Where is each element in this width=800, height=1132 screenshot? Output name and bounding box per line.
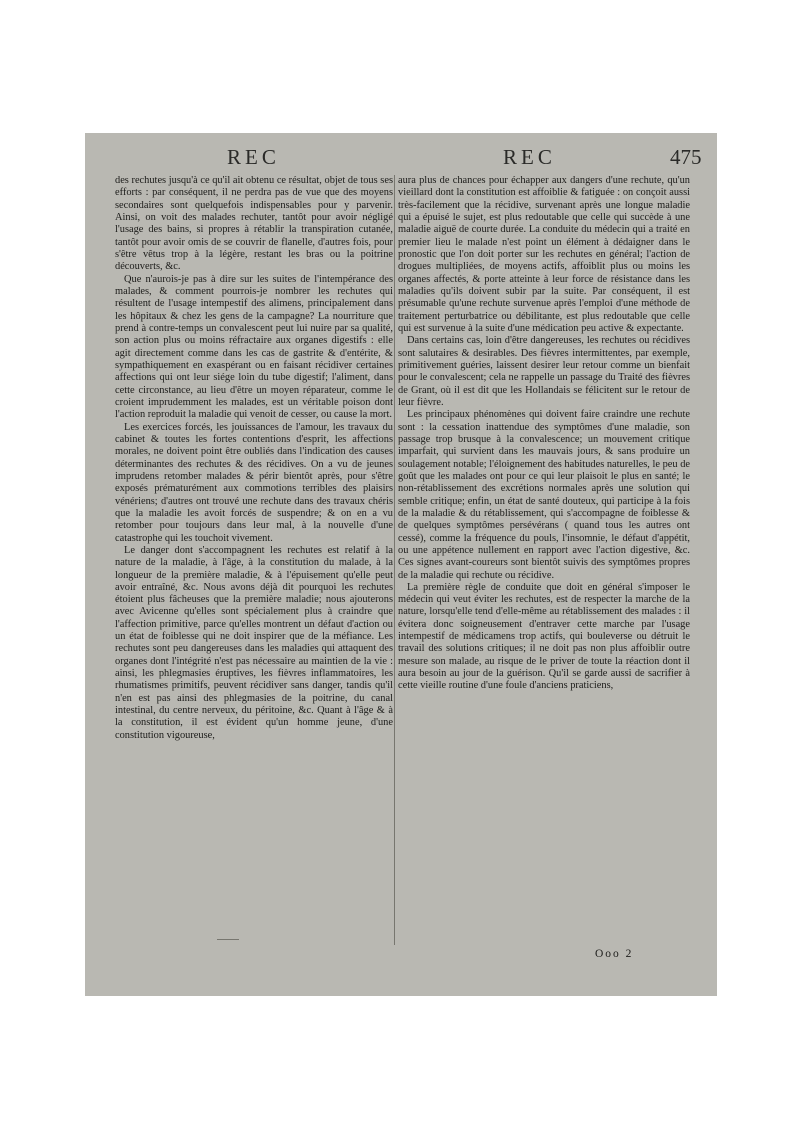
paragraph: Le danger dont s'accompagnent les rechutes est relatif à la nature de la maladie, à l'âge, à la constitution du malade, à la longueur de la première maladie, & à l'épuisement qu'elle peut avoir entraîné, &c. Nous avons déjà dit pourquoi les rechutes étoient plus fâcheuses que la première maladie; nous ajouterons avec Avicenne qu'elles sont spécialement plus à craindre que l'affection primitive, parce qu'elles montrent un défaut d'action ou un état de foiblesse qui ne doit inspirer que de la méfiance. Les rechutes sont peu dangereuses dans les maladies qui attaquent des organes dont l'intégrité n'est pas nécessaire au maintien de la vie : ainsi, les phlegmasies éruptives, les fièvres inflammatoires, les rhumatismes primitifs, peuvent récidiver sans danger, tandis qu'il n'en est pas ainsi des phlegmasies de la poitrine, du canal intestinal, du centre nerveux, du péritoine, &c. Quant à l'âge & à la constitution, il est évident qu'un homme jeune, d'une constitution vigoureuse, (115, 544, 393, 741)
paragraph: Que n'aurois-je pas à dire sur les suites de l'intempérance des malades, & comment pourrois-je nombrer les rechutes qui résultent de l'usage intempestif des alimens, principalement dans les hôpitaux & chez les gens de la campagne? La nourriture que prend à contre-temps un convalescent peut lui nuire par sa qualité, son action plus ou moins réfractaire aux organes digestifs : elle agit directement comme dans les cas de gastrite & d'entérite, & sympathiquement en exaspérant ou en faisant récidiver certaines affections qui ont leur siége loin du tube digestif; l'aliment, dans cette circonstance, au lieu d'être un moyen réparateur, comme le croient imprudemment les malades, est un véritable poison dont l'action reproduit la maladie qui venoit de cesser, ou cause la mort. (115, 273, 393, 421)
footer-rule (217, 939, 239, 940)
paragraph: Les principaux phénomènes qui doivent faire craindre une rechute sont : la cessation inattendue des symptômes d'une maladie, son passage trop brusque à la convalescence; un mouvement critique imparfait, qui survient dans les mauvais jours, & sans produire un soulagement notable; l'éloignement des habitudes naturelles, le peu de goût que les malades ont pour ce qui leur plaisoit le plus en santé; le non-rétablissement des excrétions normales après une solution qui semble critique; enfin, un état de santé douteux, qui participe à la fois de la maladie & du rétablissement, qui s'accompagne de foiblesse & de quelques symptômes persévérans ( quand tous les autres ont cessé), comme la fréquence du pouls, l'insomnie, le défaut d'appétit, ou une appétence nullement en rapport avec l'action digestive, &c. Ces signes avant-coureurs sont bientôt suivis des symptômes propres de la maladie qui rechute ou récidive. (398, 409, 690, 581)
running-head-left: REC (227, 145, 280, 169)
scanned-page (85, 133, 717, 996)
running-head-right: REC (503, 145, 556, 169)
right-column (398, 175, 690, 693)
page-number: 475 (670, 145, 702, 169)
signature-mark: Ooo 2 (595, 948, 634, 960)
paragraph: Dans certains cas, loin d'être dangereuses, les rechutes ou récidives sont salutaires & desirables. Des fièvres intermittentes, par exemple, primitivement guéries, laissent desirer leur retour comme un bienfait pour le convalescent; cela ne rappelle un passage du Traité des fièvres de Grant, où il est dit que les Hollandais se félicitent sur le retour de leur fièvre. (398, 335, 690, 408)
paragraph: La première règle de conduite que doit en général s'imposer le médecin qui veut éviter les rechutes, est de respecter la marche de la nature, lorsqu'elle tend d'elle-même au rétablissement des malades : il évitera donc soigneusement d'entraver cette marche par l'usage intempestif de médicamens trop actifs, qui bouleverse ou détruit le travail des solutions critiques; il ne doit pas non plus affoiblir outre mesure son malade, au risque de le priver de toute la réaction dont il aura besoin au jour de la guérison. Qu'il se garde aussi de sacrifier à cette vieille routine d'une foule d'anciens praticiens, (398, 581, 690, 692)
left-column (115, 175, 393, 742)
paragraph: des rechutes jusqu'à ce qu'il ait obtenu ce résultat, objet de tous ses efforts : par conséquent, il ne perdra pas de vue que des moyens secondaires sont quelquefois indispensables pour y parvenir. Ainsi, on voit des malades rechuter, tantôt pour avoir négligé l'usage des bains, si propres à rétablir la transpiration cutanée, tantôt pour avoir omis de se couvrir de flanelle, d'autres fois, pour s'être vêtus trop à la légère, restant les bras ou la poitrine découverts, &c. (115, 175, 393, 273)
paragraph: Les exercices forcés, les jouissances de l'amour, les travaux du cabinet & toutes les fortes contentions d'esprit, les affections morales, ne doivent point être oubliés dans l'indication des causes déterminantes des rechutes & des récidives. On a vu de jeunes imprudens retomber malades & périr bientôt après, pour s'être exposés prématurément aux commotions terribles des plaisirs vénériens; d'autres ont trouvé une rechute dans des travaux chéris que la maladie les avoit forcés de suspendre; & on en a vu retomber pour toujours dans leur mal, à la nouvelle d'une catastrophe qui les touchoit vivement. (115, 421, 393, 544)
paragraph: aura plus de chances pour échapper aux dangers d'une rechute, qu'un vieillard dont la constitution est affoiblie & fatiguée : on conçoit aussi très-facilement que la récidive, survenant après une longue maladie qui a épuisé le sujet, est plus redoutable que celle qui succède à une maladie aiguë de courte durée. La conduite du médecin qui a traité en premier lieu le malade n'est point un élément à dédaigner dans le pronostic que l'on doit porter sur les rechutes en général; l'action de drogues multipliées, de moyens actifs, affoiblit plus ou moins les organes affectés, & porte atteinte à leur force de résistance dans les maladies qu'ils doivent subir par la suite. Par conséquent, il est présumable qu'une rechute survenue après l'emploi d'une méthode de traitement perturbatrice ou débilitante, est plus redoutable que celle qui est survenue à la suite d'une médication peu active & expectante. (398, 175, 690, 334)
column-divider (394, 175, 395, 945)
